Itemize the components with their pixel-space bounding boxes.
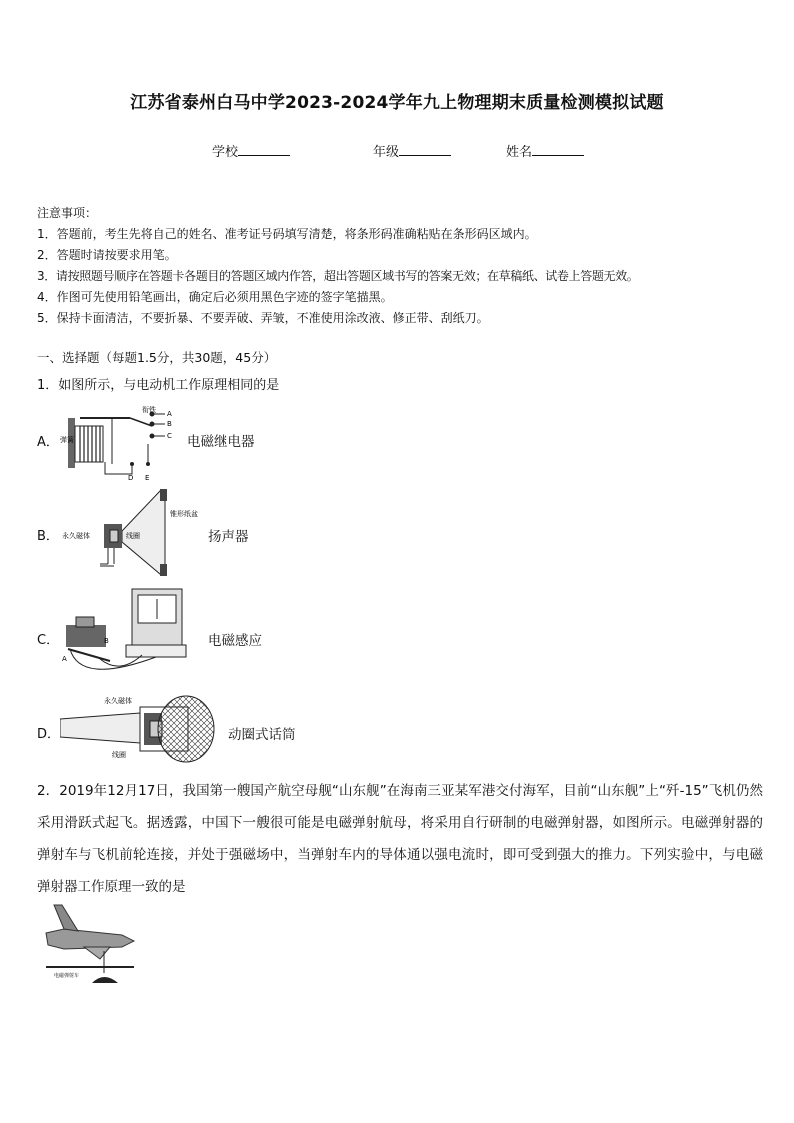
label-b: B — [104, 637, 109, 645]
notes-heading: 注意事项： — [37, 206, 98, 220]
grade-label: 年级 — [373, 145, 400, 160]
question-2-stem: 2．2019年12月17日，我国第一艘国产航空母舰“山东舰”在海南三亚某军港交付海军，目前“山东舰”上“歼-15”飞机仍然采用滑跃式起飞。据透露，中国下一艘很可能是电磁弹射航母，将采用自行研制的电磁弹射器，如图所示。电磁弹射器的弹射车与飞机前轮连接，并处于强磁场中，当弹射车内的导体通以强电流时，即可受到强大的推力。下列实验中，与电磁弹射器工作原理一致的是 — [37, 783, 763, 895]
name-field — [506, 141, 584, 160]
label-a: A — [62, 655, 67, 663]
grade-field — [373, 141, 451, 160]
name-blank[interactable] — [532, 143, 584, 156]
note-item: 2．答题时请按要求用笔。 — [37, 248, 177, 262]
option-b-letter[interactable]: B． — [37, 529, 59, 544]
label-a: A — [167, 410, 172, 418]
label-coil: 线圈 — [126, 532, 140, 540]
notes-block — [37, 203, 777, 329]
label-armature: 衔铁 — [142, 406, 156, 414]
catapult-figure — [44, 901, 136, 989]
note-item: 3．请按照题号顺序在答题卡各题目的答题区域内作答，超出答题区域书写的答案无效；在草稿纸、试卷上答题无效。 — [37, 269, 639, 283]
label-magnet: 永久磁体 — [104, 697, 132, 705]
label-magnet: 永久磁体 — [62, 532, 90, 540]
option-c-caption: 电磁感应 — [208, 633, 262, 649]
school-field — [212, 141, 290, 160]
option-b-caption: 扬声器 — [208, 529, 249, 545]
note-item: 4．作图可先使用铅笔画出，确定后必须用黑色字迹的签字笔描黑。 — [37, 290, 393, 304]
option-a-letter[interactable]: A． — [37, 435, 59, 450]
option-c-letter[interactable]: C． — [37, 633, 60, 648]
label-b: B — [167, 420, 172, 428]
question-1-stem: 1．如图所示，与电动机工作原理相同的是 — [37, 378, 280, 393]
option-d-letter[interactable]: D． — [37, 727, 61, 742]
name-label: 姓名 — [506, 145, 533, 160]
microphone-figure — [60, 693, 220, 765]
label-e: E — [145, 474, 150, 482]
relay-figure — [60, 404, 180, 482]
note-item: 5．保持卡面清洁，不要折暴、不要弄破、弄皱，不准使用涂改液、修正带、刮纸刀。 — [37, 311, 489, 325]
school-label: 学校 — [212, 145, 239, 160]
page-title: 江苏省泰州白马中学2023-2024学年九上物理期末质量检测模拟试题 — [130, 93, 664, 113]
label-cone: 锥形纸盆 — [170, 510, 198, 518]
label-c: C — [167, 432, 172, 440]
induction-figure — [60, 587, 190, 687]
option-a-caption: 电磁继电器 — [187, 434, 255, 450]
label-d: D — [128, 474, 134, 482]
note-item: 1．答题前，考生先将自己的姓名、准考证号码填写清楚，将条形码准确粘贴在条形码区域内。 — [37, 227, 537, 241]
label-spring: 弹簧 — [60, 436, 74, 444]
option-d-caption: 动圈式话筒 — [228, 727, 296, 743]
catapult-label: 电磁弹射车 — [54, 973, 80, 979]
speaker-figure — [60, 486, 200, 586]
school-blank[interactable] — [238, 143, 290, 156]
label-coil: 线圈 — [112, 751, 126, 759]
section-heading: 一、选择题（每题1.5分，共30题，45分） — [37, 350, 277, 365]
grade-blank[interactable] — [399, 143, 451, 156]
